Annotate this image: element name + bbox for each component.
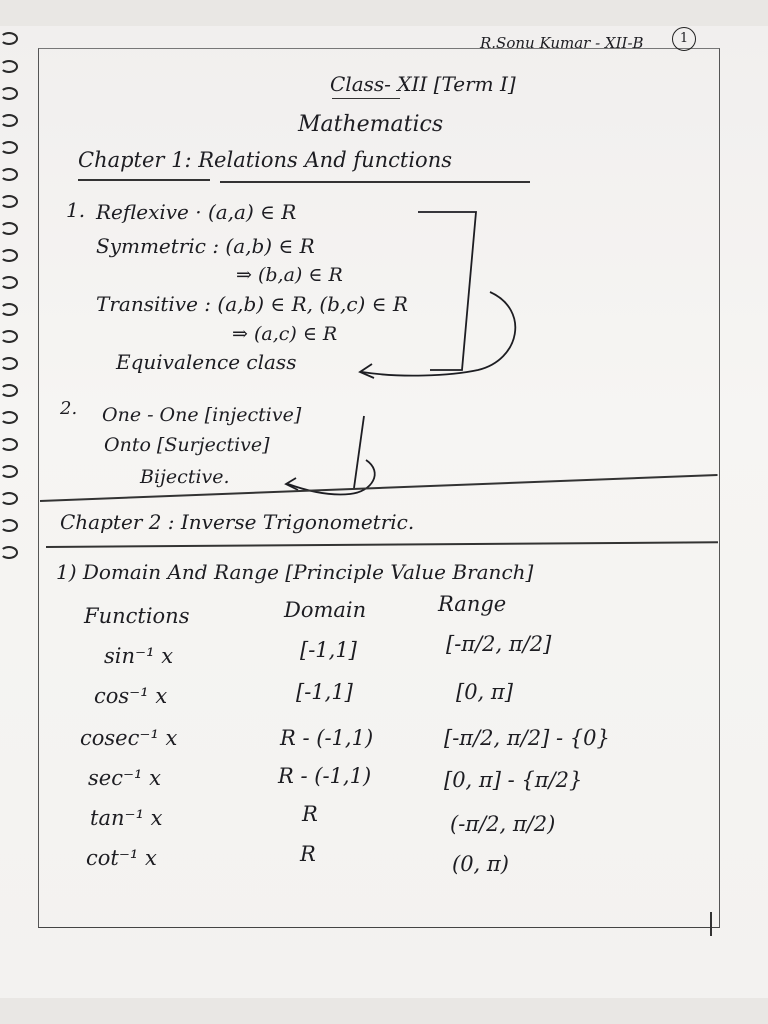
table-row-range: [-π/2, π/2] <box>446 632 552 656</box>
one-one-injective: One - One [injective] <box>102 404 302 426</box>
table-row-range: [-π/2, π/2] - {0} <box>444 726 610 750</box>
page-edge-mark <box>710 912 712 936</box>
equivalence-class: Equivalence class <box>116 350 297 374</box>
transitive-relation: Transitive : (a,b) ∈ R, (b,c) ∈ R <box>96 292 408 316</box>
chapter2-heading: Chapter 2 : Inverse Trigonometric. <box>60 510 415 534</box>
subject-title: Mathematics <box>298 112 444 137</box>
reflexive-relation: Reflexive · (a,a) ∈ R <box>96 200 297 224</box>
transitive-implication: ⇒ (a,c) ∈ R <box>232 323 338 345</box>
table-row-domain: R - (-1,1) <box>280 726 374 750</box>
bijective: Bijective. <box>140 466 230 488</box>
column-header-functions: Functions <box>84 604 190 628</box>
symmetric-relation: Symmetric : (a,b) ∈ R <box>96 234 315 258</box>
item1-number: 1. <box>66 198 86 222</box>
column-header-domain: Domain <box>284 598 367 622</box>
table-row-domain: R <box>300 842 316 866</box>
symmetric-implication: ⇒ (b,a) ∈ R <box>236 264 343 286</box>
chapter2-subheading: 1) Domain And Range [Principle Value Branch] <box>56 560 534 584</box>
table-row-domain: [-1,1] <box>300 638 357 662</box>
chapter1-underline <box>78 179 210 181</box>
page-number <box>672 27 696 51</box>
table-row-range: (-π/2, π/2) <box>450 812 556 836</box>
column-header-range: Range <box>438 592 507 616</box>
class-title: Class- XII [Term I] <box>330 72 516 96</box>
item2-number: 2. <box>60 398 78 419</box>
table-row-fn: cosec⁻¹ x <box>80 726 178 750</box>
table-row-domain: R <box>302 802 318 826</box>
table-row-fn: cot⁻¹ x <box>86 846 157 870</box>
table-row-range: (0, π) <box>452 852 509 876</box>
table-row-range: [0, π] - {π/2} <box>444 768 583 792</box>
table-row-domain: [-1,1] <box>296 680 353 704</box>
equivalence-bracket-arrow <box>340 200 530 390</box>
table-row-range: [0, π] <box>456 680 513 704</box>
spiral-binding <box>0 30 16 590</box>
page-number-value: 1 <box>679 31 689 46</box>
table-row-domain: R - (-1,1) <box>278 764 372 788</box>
table-row-fn: tan⁻¹ x <box>90 806 163 830</box>
class-title-underline <box>332 98 400 99</box>
table-row-fn: sin⁻¹ x <box>104 644 174 668</box>
onto-surjective: Onto [Surjective] <box>104 434 270 456</box>
chapter1-underline-2 <box>220 181 530 183</box>
chapter1-heading: Chapter 1: Relations And functions <box>78 148 452 172</box>
author-name: R.Sonu Kumar - XII-B <box>480 34 644 52</box>
table-row-fn: cos⁻¹ x <box>94 684 168 708</box>
table-row-fn: sec⁻¹ x <box>88 766 161 790</box>
